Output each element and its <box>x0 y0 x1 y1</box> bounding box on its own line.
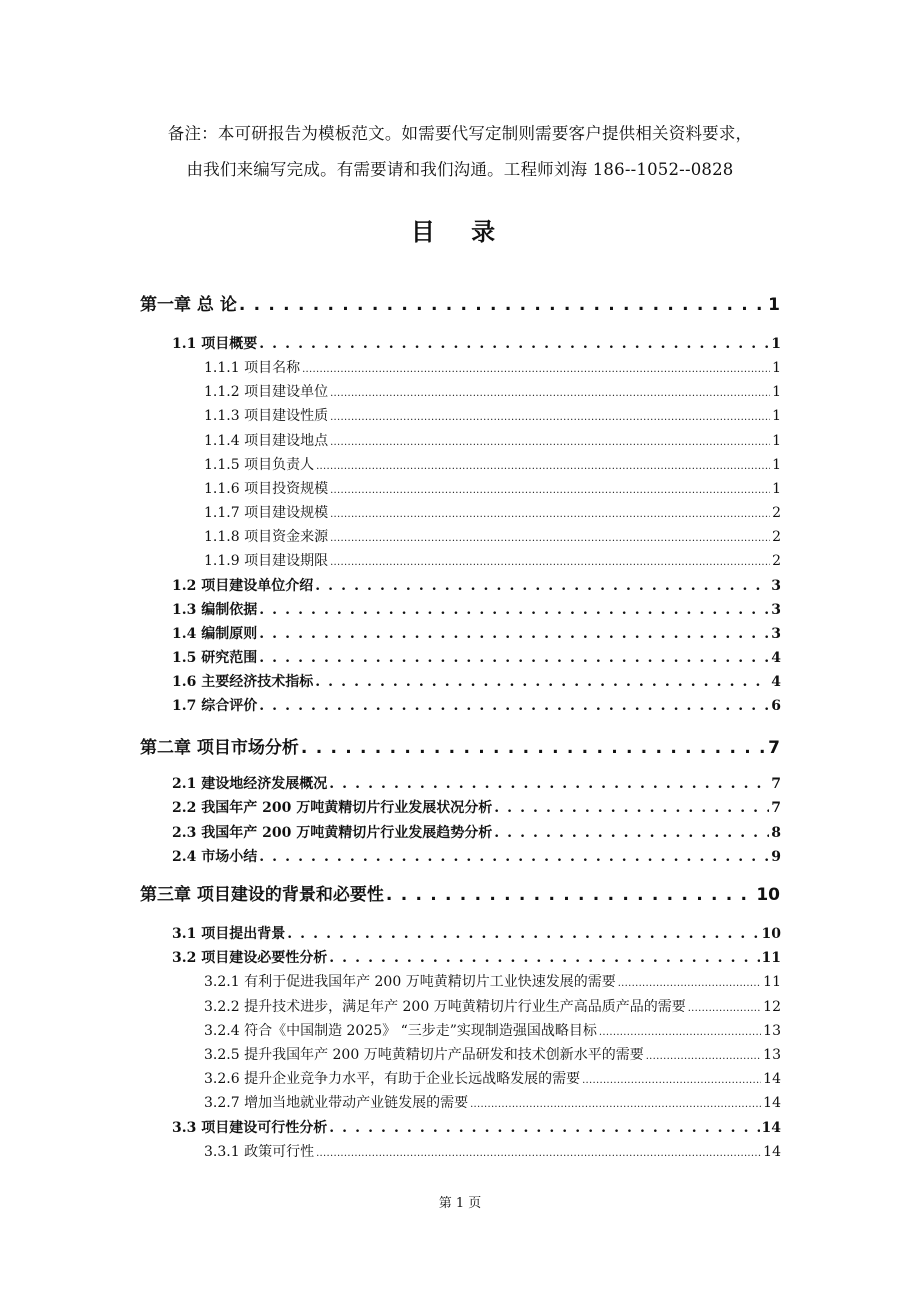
toc-entry-page: 8 <box>771 825 781 841</box>
toc-entry[interactable] <box>172 647 781 667</box>
toc-entry-label: 1.1.8 项目资金来源 <box>204 529 329 545</box>
toc-dot-leader <box>259 626 769 642</box>
toc-dot-leader <box>330 509 770 520</box>
toc-entry-page: 14 <box>763 1095 781 1111</box>
toc-entry[interactable] <box>172 797 781 817</box>
toc-entry-page: 2 <box>772 553 781 569</box>
toc-entry[interactable] <box>204 381 781 401</box>
toc-entry-page: 14 <box>763 1144 781 1160</box>
toc-entry-label: 2.3 我国年产 200 万吨黄精切片行业发展趋势分析 <box>172 825 493 841</box>
toc-entry-label: 3.3.1 政策可行性 <box>204 1144 315 1160</box>
toc-entry[interactable] <box>140 880 780 905</box>
toc-entry[interactable] <box>204 478 781 498</box>
toc-entry[interactable] <box>204 454 781 474</box>
toc-entry-label: 1.6 主要经济技术指标 <box>172 674 314 690</box>
toc-entry-page: 12 <box>763 999 781 1015</box>
toc-entry[interactable] <box>172 599 781 619</box>
toc-dot-leader <box>259 849 769 865</box>
toc-entry-page: 11 <box>761 950 781 966</box>
toc-title: 目 录 <box>410 218 510 246</box>
toc-entry-page: 3 <box>771 578 781 594</box>
toc-dot-leader <box>287 926 759 942</box>
toc-entry[interactable] <box>204 405 781 425</box>
page-footer: 第 1 页 <box>438 1196 482 1211</box>
toc-entry-label: 第二章 项目市场分析 <box>140 738 299 758</box>
toc-dot-leader <box>688 1003 761 1014</box>
toc-entry-label: 1.1.4 项目建设地点 <box>204 433 329 449</box>
toc-entry-label: 1.3 编制依据 <box>172 602 258 618</box>
toc-dot-leader <box>330 485 770 496</box>
toc-entry-page: 10 <box>756 885 780 905</box>
toc-entry-page: 1 <box>772 384 781 400</box>
toc-entry-label: 3.3 项目建设可行性分析 <box>172 1120 328 1136</box>
toc-entry-label: 3.2.7 增加当地就业带动产业链发展的需要 <box>204 1095 469 1111</box>
toc-entry-page: 10 <box>761 926 781 942</box>
toc-entry-label: 2.1 建设地经济发展概况 <box>172 776 328 792</box>
toc-entry-label: 3.2.1 有利于促进我国年产 200 万吨黄精切片工业快速发展的需要 <box>204 974 616 990</box>
toc-entry-label: 第三章 项目建设的背景和必要性 <box>140 885 384 905</box>
toc-entry[interactable] <box>172 333 781 353</box>
toc-entry[interactable] <box>172 1117 781 1137</box>
toc-entry-page: 4 <box>771 674 781 690</box>
toc-entry-label: 1.5 研究范围 <box>172 650 258 666</box>
toc-entry[interactable] <box>172 947 781 967</box>
toc-entry-label: 1.1.2 项目建设单位 <box>204 384 329 400</box>
toc-dot-leader <box>494 800 769 816</box>
toc-entry-page: 1 <box>772 433 781 449</box>
toc-entry-page: 1 <box>771 336 781 352</box>
toc-entry-label: 3.2.6 提升企业竞争力水平，有助于企业长远战略发展的需要 <box>204 1071 581 1087</box>
toc-entry[interactable] <box>172 846 781 866</box>
toc-entry[interactable] <box>172 695 781 715</box>
toc-dot-leader <box>301 738 766 758</box>
toc-dot-leader <box>315 578 769 594</box>
toc-entry-label: 2.2 我国年产 200 万吨黄精切片行业发展状况分析 <box>172 800 493 816</box>
toc-entry-page: 13 <box>763 1023 781 1039</box>
toc-dot-leader <box>494 825 769 841</box>
toc-entry-label: 1.4 编制原则 <box>172 626 258 642</box>
toc-entry-page: 3 <box>771 626 781 642</box>
toc-entry[interactable] <box>172 671 781 691</box>
toc-entry-page: 1 <box>772 481 781 497</box>
toc-entry-page: 14 <box>763 1071 781 1087</box>
toc-entry-label: 1.1.7 项目建设规模 <box>204 505 329 521</box>
toc-entry[interactable] <box>172 623 781 643</box>
toc-entry-label: 1.1.3 项目建设性质 <box>204 408 329 424</box>
toc-dot-leader <box>259 650 769 666</box>
toc-entry-page: 1 <box>772 408 781 424</box>
toc-entry[interactable] <box>204 996 781 1016</box>
toc-entry-page: 2 <box>772 529 781 545</box>
toc-entry-page: 7 <box>771 800 781 816</box>
toc-entry[interactable] <box>204 430 781 450</box>
toc-entry-label: 3.2.5 提升我国年产 200 万吨黄精切片产品研发和技术创新水平的需要 <box>204 1047 644 1063</box>
toc-entry[interactable] <box>204 971 781 991</box>
toc-dot-leader <box>618 978 761 989</box>
toc-entry-label: 3.2.2 提升技术进步，满足年产 200 万吨黄精切片行业生产高品质产品的需要 <box>204 999 686 1015</box>
toc-entry[interactable] <box>140 290 780 315</box>
note-line-2: 由我们来编写完成。有需要请和我们沟通。工程师刘海 186--1052--0828 <box>186 160 734 179</box>
toc-dot-leader <box>582 1075 761 1086</box>
toc-dot-leader <box>330 533 770 544</box>
toc-entry[interactable] <box>204 1092 781 1112</box>
toc-entry-page: 13 <box>763 1047 781 1063</box>
toc-entry[interactable] <box>172 923 781 943</box>
toc-entry[interactable] <box>204 526 781 546</box>
toc-entry-label: 1.1.9 项目建设期限 <box>204 553 329 569</box>
toc-entry[interactable] <box>204 357 781 377</box>
toc-entry[interactable] <box>204 1044 781 1064</box>
toc-entry-label: 1.1.6 项目投资规模 <box>204 481 329 497</box>
toc-entry[interactable] <box>204 550 781 570</box>
toc-entry-page: 2 <box>772 505 781 521</box>
toc-entry-page: 7 <box>771 776 781 792</box>
toc-entry[interactable] <box>204 502 781 522</box>
toc-entry[interactable] <box>204 1141 781 1161</box>
toc-dot-leader <box>330 557 770 568</box>
toc-entry-label: 1.1.5 项目负责人 <box>204 457 315 473</box>
toc-entry-label: 3.2.4 符合《中国制造 2025》 “三步走”实现制造强国战略目标 <box>204 1023 597 1039</box>
toc-entry-label: 2.4 市场小结 <box>172 849 258 865</box>
toc-entry-page: 1 <box>772 457 781 473</box>
toc-dot-leader <box>316 461 770 472</box>
toc-dot-leader <box>330 412 770 423</box>
toc-entry-page: 11 <box>763 974 781 990</box>
toc-entry[interactable] <box>172 822 781 842</box>
note-line-1: 备注：本可研报告为模板范文。如需要代写定制则需要客户提供相关资料要求， <box>167 124 753 143</box>
toc-entry[interactable] <box>204 1068 781 1088</box>
toc-entry-page: 3 <box>771 602 781 618</box>
toc-dot-leader <box>330 388 770 399</box>
toc-dot-leader <box>330 437 770 448</box>
toc-entry-label: 1.2 项目建设单位介绍 <box>172 578 314 594</box>
toc-entry-label: 3.1 项目提出背景 <box>172 926 286 942</box>
toc-dot-leader <box>259 698 769 714</box>
toc-dot-leader <box>329 950 759 966</box>
toc-entry-page: 1 <box>772 360 781 376</box>
toc-entry-label: 第一章 总 论 <box>140 295 237 315</box>
toc-entry-page: 4 <box>771 650 781 666</box>
toc-dot-leader <box>302 364 770 375</box>
toc-dot-leader <box>316 1148 761 1159</box>
toc-entry-page: 14 <box>761 1120 781 1136</box>
toc-entry[interactable] <box>172 575 781 595</box>
toc-dot-leader <box>259 602 769 618</box>
toc-dot-leader <box>259 336 769 352</box>
toc-entry-page: 9 <box>771 849 781 865</box>
toc-entry-page: 6 <box>771 698 781 714</box>
toc-dot-leader <box>599 1027 761 1038</box>
toc-entry-page: 7 <box>768 738 780 758</box>
toc-entry[interactable] <box>172 773 781 793</box>
toc-entry-label: 1.1 项目概要 <box>172 336 258 352</box>
toc-entry-label: 3.2 项目建设必要性分析 <box>172 950 328 966</box>
toc-dot-leader <box>470 1099 761 1110</box>
toc-dot-leader <box>315 674 769 690</box>
toc-dot-leader <box>329 1120 759 1136</box>
toc-entry-page: 1 <box>768 295 780 315</box>
toc-dot-leader <box>646 1051 761 1062</box>
toc-entry[interactable] <box>140 733 780 758</box>
toc-dot-leader <box>329 776 769 792</box>
toc-entry-label: 1.1.1 项目名称 <box>204 360 301 376</box>
toc-entry-label: 1.7 综合评价 <box>172 698 258 714</box>
toc-dot-leader <box>386 885 754 905</box>
toc-entry[interactable] <box>204 1020 781 1040</box>
toc-dot-leader <box>239 295 766 315</box>
